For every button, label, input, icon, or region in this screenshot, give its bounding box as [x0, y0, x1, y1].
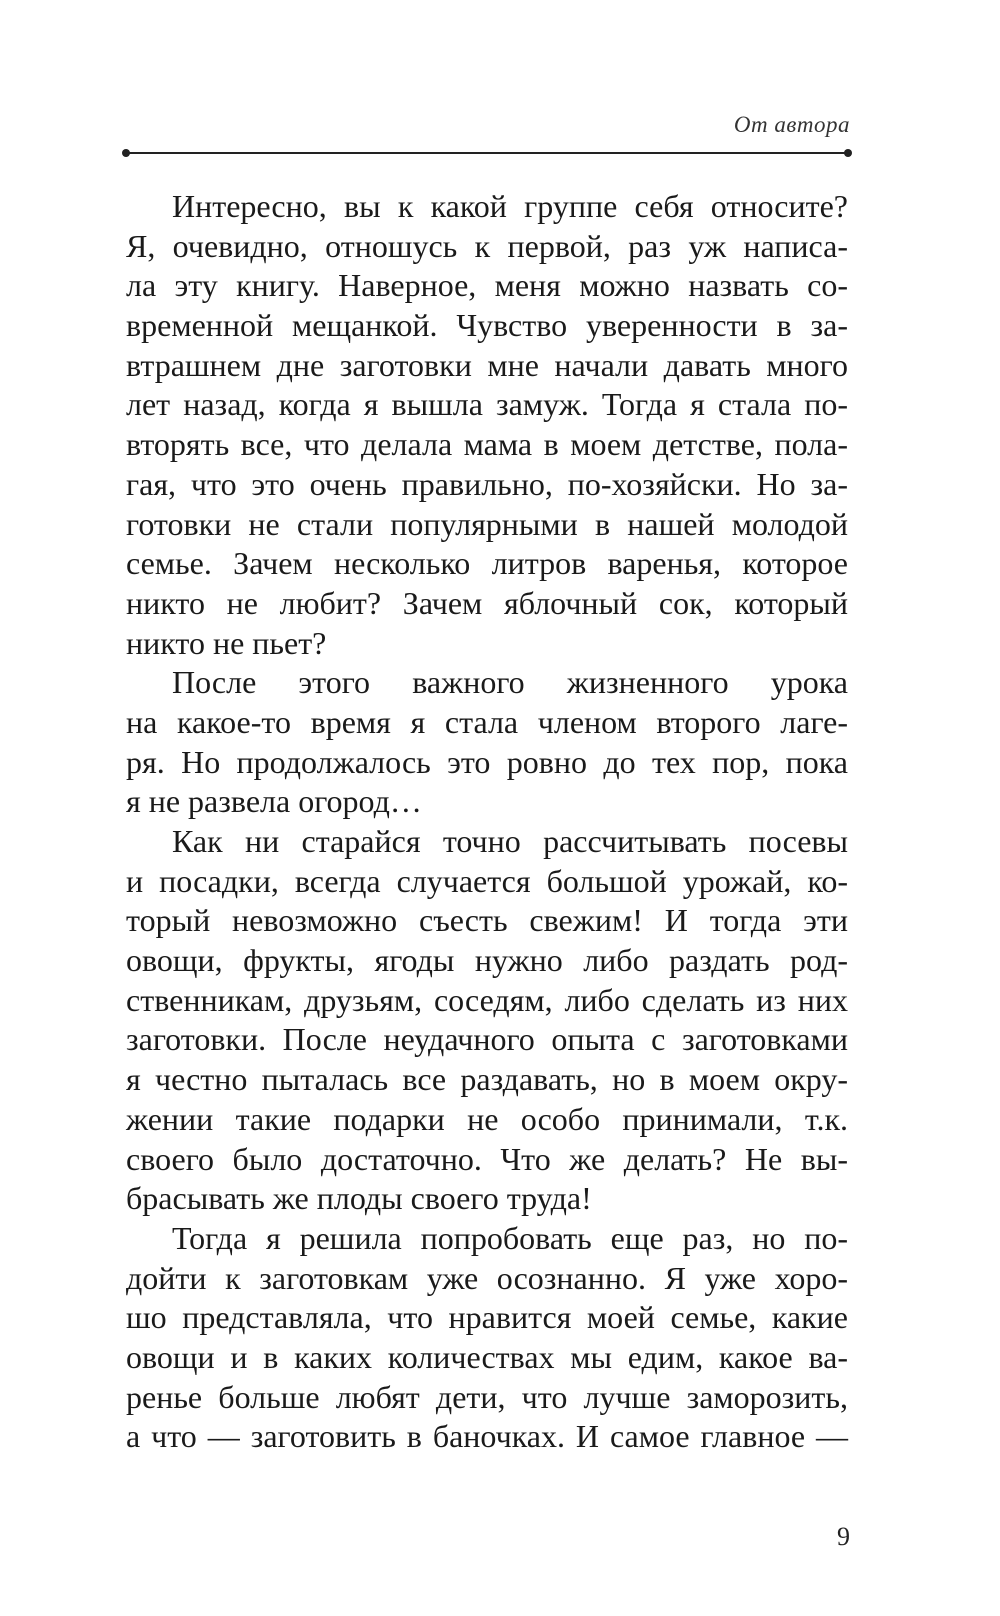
- text-line: шо представляла, что нравится моей семье, какие: [126, 1299, 848, 1336]
- text-line: овощи и в каких количествах мы едим, какое ва-: [126, 1338, 848, 1375]
- text-line: ря. Но продолжалось это ровно до тех пор, пока: [126, 743, 848, 780]
- text-line: на какое-то время я стала членом второго лаге-: [126, 703, 848, 740]
- text-line: овощи, фрукты, ягоды нужно либо раздать род-: [126, 942, 848, 979]
- text-line: лет назад, когда я вышла замуж. Тогда я стала по-: [126, 386, 848, 423]
- text-line: вторять все, что делала мама в моем детстве, пола-: [126, 426, 848, 463]
- text-line: торый невозможно съесть свежим! И тогда эти: [126, 902, 848, 939]
- header-rule-left-dot: [122, 149, 130, 157]
- text-line: дойти к заготовкам уже осознанно. Я уже хоро-: [126, 1259, 848, 1296]
- text-line: Как ни старайся точно рассчитывать посевы: [172, 823, 848, 859]
- header-rule-right-dot: [844, 149, 852, 157]
- text-line: гая, что это очень правильно, по-хозяйски. Но за-: [126, 465, 848, 502]
- text-line: никто не любит? Зачем яблочный сок, который: [126, 584, 848, 621]
- body-text: [126, 187, 848, 1457]
- text-line: ственникам, друзьям, соседям, либо сделать из них: [126, 981, 848, 1018]
- text-line: ренье больше любят дети, что лучше заморозить,: [126, 1378, 848, 1415]
- text-line: а что — заготовить в баночках. И самое главное —: [126, 1418, 848, 1455]
- text-line: ла эту книгу. Наверное, меня можно назвать со-: [126, 267, 848, 304]
- text-line: и посадки, всегда случается большой урожай, ко-: [126, 862, 848, 899]
- text-line: После этого важного жизненного урока: [172, 664, 848, 701]
- running-head: От автора: [733, 112, 850, 137]
- page-number: 9: [837, 1522, 850, 1551]
- text-line: своего было достаточно. Что же делать? Не вы-: [126, 1140, 848, 1177]
- text-line: временной мещанкой. Чувство уверенности в за-: [126, 307, 848, 344]
- header-rule: [126, 152, 848, 154]
- text-line: готовки не стали популярными в нашей молодой: [126, 505, 848, 542]
- text-line: втрашнем дне заготовки мне начали давать много: [126, 346, 848, 383]
- text-line: Интересно, вы к какой группе себя относите?: [172, 188, 848, 224]
- text-line: Я, очевидно, отношусь к первой, раз уж написа-: [126, 227, 848, 264]
- text-line: никто не пьет?: [126, 624, 327, 661]
- text-line: брасывать же плоды своего труда!: [126, 1180, 592, 1217]
- text-line: я не развела огород…: [126, 783, 422, 820]
- text-line: Тогда я решила попробовать еще раз, но по-: [172, 1219, 848, 1256]
- text-line: семье. Зачем несколько литров варенья, которое: [126, 545, 848, 582]
- text-line: жении такие подарки не особо принимали, т.к.: [126, 1100, 848, 1137]
- text-line: заготовки. После неудачного опыта с заготовками: [126, 1021, 848, 1058]
- text-line: я честно пыталась все раздавать, но в моем окру-: [126, 1061, 848, 1098]
